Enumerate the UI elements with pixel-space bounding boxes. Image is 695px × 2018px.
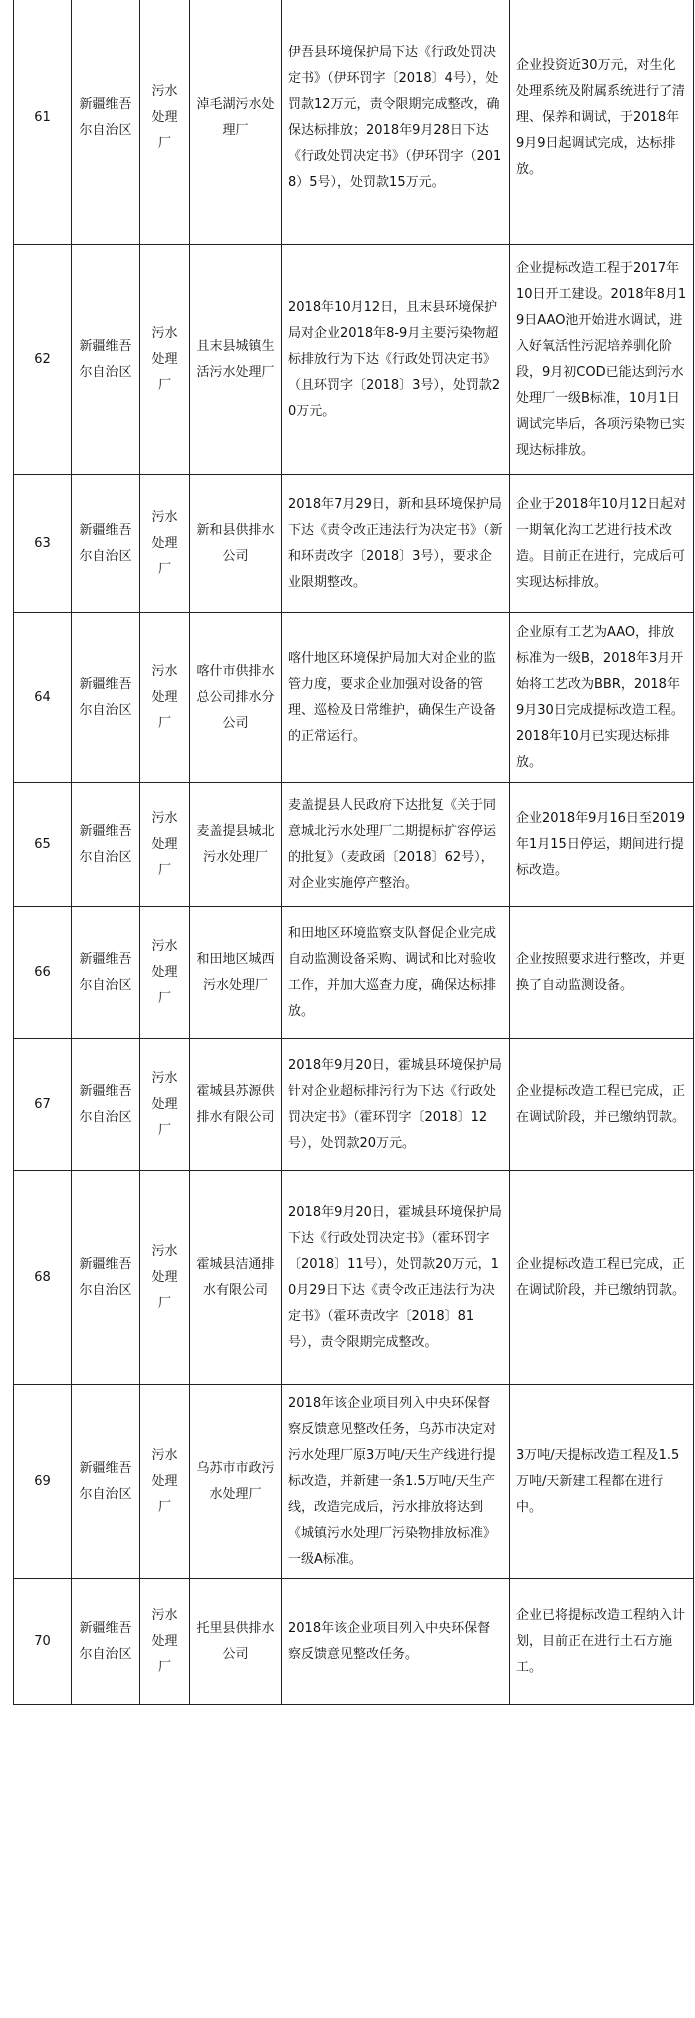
table-row xyxy=(14,613,694,783)
enforcement-measure-cell xyxy=(282,475,510,613)
row-number-text: 67 xyxy=(34,1096,51,1112)
row-number xyxy=(14,907,72,1039)
rectification-status-cell xyxy=(510,0,694,245)
rectification-status-cell xyxy=(510,1039,694,1171)
province-cell xyxy=(72,1171,140,1385)
enterprise-name-cell xyxy=(190,783,282,907)
table-row xyxy=(14,907,694,1039)
facility-type-cell xyxy=(140,475,190,613)
row-number xyxy=(14,0,72,245)
enterprise-name-cell-text: 且末县城镇生活污水处理厂 xyxy=(196,338,275,380)
row-number xyxy=(14,613,72,783)
enforcement-measure-cell xyxy=(282,907,510,1039)
facility-type-cell xyxy=(140,783,190,907)
facility-type-cell xyxy=(140,1579,190,1705)
rectification-status-cell-text: 企业投资近30万元，对生化处理系统及附属系统进行了清理、保养和调试，于2018年9月9日起调试完成，达标排放。 xyxy=(516,57,686,177)
enforcement-measure-cell-text: 伊吾县环境保护局下达《行政处罚决定书》（伊环罚字〔2018〕4号），处罚款12万元，责令限期完成整改，确保达标排放；2018年9月28日下达《行政处罚决定书》（伊环罚字（2018）5号），处罚款15万元。 xyxy=(288,44,502,190)
rectification-status-cell-text: 企业2018年9月16日至2019年1月15日停运，期间进行提标改造。 xyxy=(516,810,685,878)
enterprise-name-cell-text: 麦盖提县城北污水处理厂 xyxy=(196,823,275,865)
rectification-status-cell-text: 企业提标改造工程已完成，正在调试阶段，并已缴纳罚款。 xyxy=(516,1083,686,1125)
province-cell-text: 新疆维吾尔自治区 xyxy=(79,1620,132,1662)
row-number-text: 61 xyxy=(34,109,51,125)
enforcement-measure-cell-text: 2018年9月20日，霍城县环境保护局下达《行政处罚决定书》（霍环罚字〔2018〕11号），处罚款20万元，10月29日下达《责令改正违法行为决定书》（霍环责改字〔2018〕81号），责令限期完成整改。 xyxy=(288,1204,502,1350)
enterprise-name-cell-text: 喀什市供排水总公司排水分公司 xyxy=(196,663,275,731)
row-number-text: 63 xyxy=(34,535,51,551)
rectification-status-cell-text: 企业原有工艺为AAO，排放标准为一级B，2018年3月开始将工艺改为BBR，2018年9月30日完成提标改造工程。2018年10月已实现达标排放。 xyxy=(516,624,684,770)
province-cell-text: 新疆维吾尔自治区 xyxy=(79,522,132,564)
province-cell-text: 新疆维吾尔自治区 xyxy=(79,823,132,865)
province-cell-text: 新疆维吾尔自治区 xyxy=(79,1083,132,1125)
enforcement-measure-cell xyxy=(282,1385,510,1579)
enforcement-measure-cell xyxy=(282,613,510,783)
rectification-status-cell xyxy=(510,1385,694,1579)
rectification-status-cell xyxy=(510,907,694,1039)
enterprise-name-cell-text: 托里县供排水公司 xyxy=(196,1620,275,1662)
row-number xyxy=(14,1039,72,1171)
row-number xyxy=(14,783,72,907)
enforcement-measure-cell-text: 麦盖提县人民政府下达批复《关于同意城北污水处理厂二期提标扩容停运的批复》（麦政函〔2018〕62号），对企业实施停产整治。 xyxy=(288,797,497,891)
rectification-table xyxy=(13,0,694,1705)
province-cell-text: 新疆维吾尔自治区 xyxy=(79,1256,132,1298)
enterprise-name-cell xyxy=(190,245,282,475)
enforcement-measure-cell xyxy=(282,1579,510,1705)
enterprise-name-cell xyxy=(190,613,282,783)
enterprise-name-cell xyxy=(190,0,282,245)
province-cell-text: 新疆维吾尔自治区 xyxy=(79,96,132,138)
facility-type-cell-text: 污水处理厂 xyxy=(151,1243,178,1311)
enterprise-name-cell-text: 霍城县苏源供排水有限公司 xyxy=(196,1083,275,1125)
rectification-status-cell-text: 企业于2018年10月12日起对一期氧化沟工艺进行技术改造。目前正在进行，完成后可实现达标排放。 xyxy=(516,496,687,590)
row-number-text: 64 xyxy=(34,689,51,705)
table-row xyxy=(14,475,694,613)
row-number xyxy=(14,475,72,613)
row-number-text: 68 xyxy=(34,1269,51,1285)
row-number xyxy=(14,245,72,475)
enterprise-name-cell xyxy=(190,1171,282,1385)
table-row xyxy=(14,1171,694,1385)
enforcement-measure-cell-text: 2018年该企业项目列入中央环保督察反馈意见整改任务，乌苏市决定对污水处理厂原3万吨/天生产线进行提标改造，并新建一条1.5万吨/天生产线，改造完成后，污水排放将达到《城镇污水处理厂污染物排放标准》一级A标准。 xyxy=(288,1395,497,1567)
enterprise-name-cell xyxy=(190,1579,282,1705)
province-cell xyxy=(72,907,140,1039)
table-body xyxy=(14,0,694,1705)
province-cell xyxy=(72,245,140,475)
province-cell xyxy=(72,0,140,245)
enterprise-name-cell-text: 新和县供排水公司 xyxy=(196,522,275,564)
province-cell xyxy=(72,1579,140,1705)
facility-type-cell xyxy=(140,245,190,475)
rectification-status-cell-text: 企业提标改造工程于2017年10日开工建设。2018年8月19日AAO池开始进水调试，进入好氧活性污泥培养驯化阶段，9月初COD已能达到污水处理厂一级B标准，10月1日调试完毕后，各项污染物已实现达标排放。 xyxy=(516,260,687,458)
enforcement-measure-cell xyxy=(282,783,510,907)
province-cell xyxy=(72,1039,140,1171)
facility-type-cell xyxy=(140,1385,190,1579)
province-cell-text: 新疆维吾尔自治区 xyxy=(79,951,132,993)
row-number-text: 69 xyxy=(34,1473,51,1489)
province-cell xyxy=(72,1385,140,1579)
facility-type-cell xyxy=(140,907,190,1039)
enforcement-measure-cell xyxy=(282,0,510,245)
province-cell xyxy=(72,783,140,907)
enforcement-measure-cell-text: 2018年9月20日，霍城县环境保护局针对企业超标排污行为下达《行政处罚决定书》（霍环罚字〔2018〕12号），处罚款20万元。 xyxy=(288,1057,502,1151)
enforcement-measure-cell xyxy=(282,1171,510,1385)
facility-type-cell xyxy=(140,1171,190,1385)
province-cell-text: 新疆维吾尔自治区 xyxy=(79,676,132,718)
enforcement-measure-cell-text: 喀什地区环境保护局加大对企业的监管力度，要求企业加强对设备的管理、巡检及日常维护，确保生产设备的正常运行。 xyxy=(288,650,497,744)
facility-type-cell-text: 污水处理厂 xyxy=(151,1607,178,1675)
province-cell-text: 新疆维吾尔自治区 xyxy=(79,1460,132,1502)
facility-type-cell-text: 污水处理厂 xyxy=(151,509,178,577)
rectification-status-cell-text: 企业已将提标改造工程纳入计划，目前正在进行土石方施工。 xyxy=(516,1607,686,1675)
facility-type-cell-text: 污水处理厂 xyxy=(151,938,178,1006)
enterprise-name-cell-text: 霍城县洁通排水有限公司 xyxy=(196,1256,275,1298)
enforcement-measure-cell-text: 2018年7月29日，新和县环境保护局下达《责令改正违法行为决定书》（新和环责改字〔2018〕3号），要求企业限期整改。 xyxy=(288,496,503,590)
row-number xyxy=(14,1579,72,1705)
enterprise-name-cell xyxy=(190,1385,282,1579)
table-row xyxy=(14,1579,694,1705)
enterprise-name-cell-text: 乌苏市市政污水处理厂 xyxy=(196,1460,275,1502)
row-number-text: 70 xyxy=(34,1633,51,1649)
facility-type-cell-text: 污水处理厂 xyxy=(151,810,178,878)
enforcement-measure-cell xyxy=(282,1039,510,1171)
table-row xyxy=(14,0,694,245)
enforcement-measure-cell-text: 和田地区环境监察支队督促企业完成自动监测设备采购、调试和比对验收工作，并加大巡查力度，确保达标排放。 xyxy=(288,925,497,1019)
enterprise-name-cell xyxy=(190,1039,282,1171)
enterprise-name-cell-text: 淖毛湖污水处理厂 xyxy=(196,96,275,138)
row-number-text: 66 xyxy=(34,964,51,980)
table-row xyxy=(14,783,694,907)
row-number-text: 62 xyxy=(34,351,51,367)
rectification-status-cell xyxy=(510,475,694,613)
table-row xyxy=(14,245,694,475)
facility-type-cell xyxy=(140,613,190,783)
facility-type-cell-text: 污水处理厂 xyxy=(151,1070,178,1138)
rectification-status-cell xyxy=(510,783,694,907)
enforcement-measure-cell-text: 2018年10月12日，且末县环境保护局对企业2018年8-9月主要污染物超标排放行为下达《行政处罚决定书》（且环罚字〔2018〕3号），处罚款20万元。 xyxy=(288,299,501,419)
enforcement-measure-cell xyxy=(282,245,510,475)
row-number xyxy=(14,1171,72,1385)
rectification-status-cell xyxy=(510,1171,694,1385)
table-row xyxy=(14,1385,694,1579)
enterprise-name-cell xyxy=(190,475,282,613)
enforcement-measure-cell-text: 2018年该企业项目列入中央环保督察反馈意见整改任务。 xyxy=(288,1620,491,1662)
facility-type-cell-text: 污水处理厂 xyxy=(151,325,178,393)
facility-type-cell xyxy=(140,1039,190,1171)
facility-type-cell-text: 污水处理厂 xyxy=(151,1447,178,1515)
facility-type-cell xyxy=(140,0,190,245)
rectification-status-cell-text: 企业按照要求进行整改，并更换了自动监测设备。 xyxy=(516,951,686,993)
row-number-text: 65 xyxy=(34,836,51,852)
table-row xyxy=(14,1039,694,1171)
rectification-status-cell-text: 3万吨/天提标改造工程及1.5万吨/天新建工程都在进行中。 xyxy=(516,1447,680,1515)
province-cell-text: 新疆维吾尔自治区 xyxy=(79,338,132,380)
enterprise-name-cell xyxy=(190,907,282,1039)
facility-type-cell-text: 污水处理厂 xyxy=(151,83,178,151)
facility-type-cell-text: 污水处理厂 xyxy=(151,663,178,731)
rectification-status-cell xyxy=(510,1579,694,1705)
enterprise-name-cell-text: 和田地区城西污水处理厂 xyxy=(196,951,275,993)
province-cell xyxy=(72,613,140,783)
rectification-status-cell xyxy=(510,613,694,783)
row-number xyxy=(14,1385,72,1579)
province-cell xyxy=(72,475,140,613)
rectification-status-cell xyxy=(510,245,694,475)
rectification-status-cell-text: 企业提标改造工程已完成，正在调试阶段，并已缴纳罚款。 xyxy=(516,1256,686,1298)
